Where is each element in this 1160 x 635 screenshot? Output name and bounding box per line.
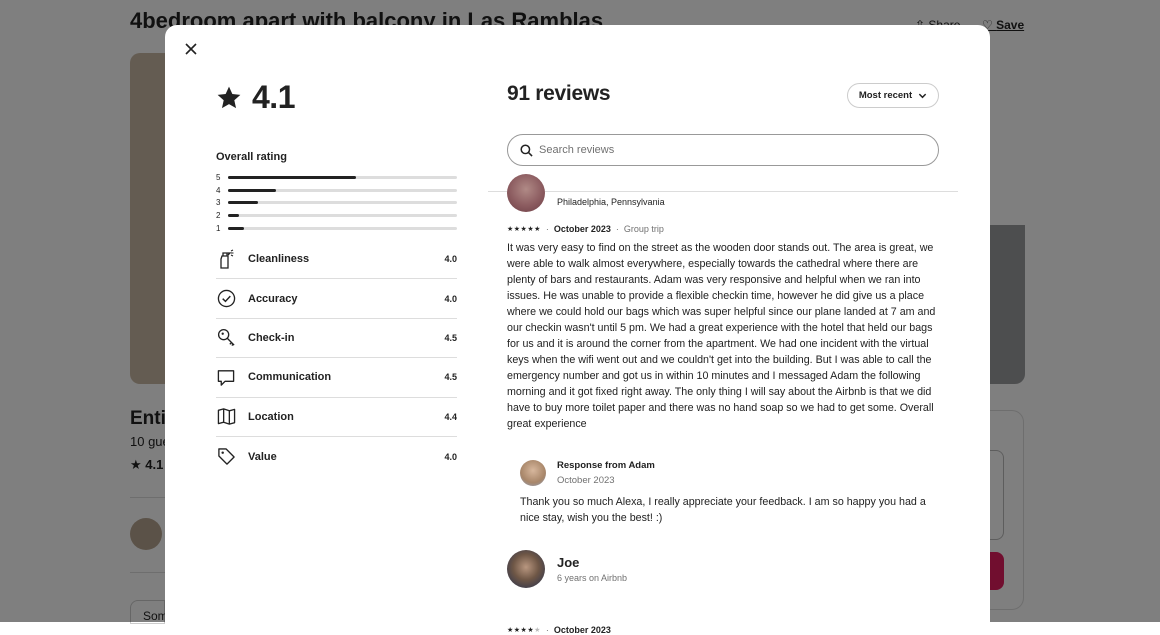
category-score: 4.5 (444, 332, 457, 343)
spray-bottle-icon (216, 249, 236, 269)
category-name: Accuracy (248, 292, 298, 305)
distribution-bar (228, 227, 457, 230)
reviewer-avatar[interactable] (507, 174, 545, 212)
review-meta (507, 224, 664, 234)
distribution-star-label: 3 (216, 198, 221, 208)
reviewer-avatar[interactable] (507, 550, 545, 588)
close-button[interactable] (181, 41, 201, 61)
check-circle-icon (216, 289, 236, 309)
category-row-location (216, 398, 457, 437)
search-reviews[interactable] (507, 134, 939, 166)
category-score: 4.4 (444, 411, 457, 422)
key-icon (216, 328, 236, 348)
category-row-accuracy (216, 279, 457, 318)
category-name: Value (248, 450, 277, 463)
category-row-value (216, 437, 457, 476)
distribution-row (216, 171, 457, 184)
separator: · (545, 625, 549, 635)
distribution-row (216, 222, 457, 235)
response-date: October 2023 (557, 475, 615, 486)
distribution-bar-fill (228, 189, 276, 192)
distribution-bar-fill (228, 227, 244, 230)
review-date: October 2023 (553, 224, 611, 234)
distribution-star-label: 5 (216, 172, 221, 182)
category-row-check-in (216, 319, 457, 358)
category-name: Communication (248, 371, 332, 384)
category-score: 4.0 (444, 451, 457, 462)
distribution-row (216, 209, 457, 222)
category-score: 4.0 (444, 293, 457, 304)
star-rating (507, 225, 541, 233)
sort-label: Most recent (858, 90, 913, 101)
category-name: Cleanliness (248, 253, 310, 266)
star-empty-icon: ★ (534, 627, 541, 634)
star-icon (216, 85, 242, 111)
distribution-row (216, 196, 457, 209)
category-score: 4.0 (444, 254, 457, 265)
distribution-star-label: 2 (216, 210, 221, 220)
overall-score (216, 79, 295, 116)
map-icon (216, 407, 236, 427)
distribution-bar (228, 201, 457, 204)
response-text: Thank you so much Alexa, I really appreciate your feedback. I am so happy you had a nice stay, wish you the best! :) (520, 496, 926, 524)
distribution-row (216, 184, 457, 197)
tag-icon (216, 447, 236, 467)
reviewer-tenure: 6 years on Airbnb (557, 573, 628, 583)
category-ratings (216, 240, 457, 476)
reviewer-location: Philadelphia, Pennsylvania (557, 197, 665, 207)
star-icon: ★★★★ (507, 627, 535, 634)
reviewer-name[interactable]: Joe (557, 555, 580, 570)
chat-bubble-icon (216, 367, 236, 387)
reviews-count: 91 reviews (507, 82, 611, 105)
category-name: Check-in (248, 331, 295, 344)
distribution-bar (228, 189, 457, 192)
category-row-communication (216, 358, 457, 397)
rating-distribution (216, 171, 457, 234)
search-input[interactable] (539, 144, 919, 156)
sort-dropdown[interactable] (847, 83, 939, 108)
trip-type: Group trip (623, 224, 664, 234)
category-score: 4.5 (444, 372, 457, 383)
review-list[interactable] (507, 192, 939, 635)
search-icon (520, 144, 533, 157)
overall-score-value: 4.1 (252, 79, 295, 115)
close-icon (185, 43, 197, 55)
response-author: Response from Adam (557, 460, 655, 471)
distribution-bar-fill (228, 214, 239, 217)
reviews-modal (165, 25, 990, 635)
review-text: It was very easy to find on the street as the wooden door stands out. The area is great, we were able to walk almost everywhere, especially towards the cathedral where there are plenty of bars and restaurants. Adam was very responsive and helpful when we ran into issues. He was unable to provide a flexible checkin time, however he did give us a place where we could hold our bags which was super helpful since our plane landed at 7 am and our checkin wasn't until 5 pm. We had a great experience with the hotel that held our bags for us and it is around the corner from the apartment. We had one incident with the virtual keys when the wifi went out and we couldn't get into the building. But I was able to call the emergency number and got us in within 10 minutes and I messaged Adam the following morning and it got fixed right away. The only thing I will say about the Airbnb is that we did have to buy more toilet paper and there was no hand soap so we had to get some. Overall great experience (507, 242, 936, 430)
review-meta (507, 625, 611, 635)
distribution-bar (228, 214, 457, 217)
distribution-star-label: 1 (216, 223, 221, 233)
review-date: October 2023 (553, 625, 611, 635)
host-avatar[interactable] (520, 460, 546, 486)
category-name: Location (248, 410, 294, 423)
distribution-bar-fill (228, 176, 356, 179)
overall-rating-label: Overall rating (216, 151, 287, 163)
distribution-bar-fill (228, 201, 258, 204)
star-icon: ★★★★★ (507, 226, 541, 233)
separator: · (545, 224, 549, 234)
category-row-cleanliness (216, 240, 457, 279)
distribution-bar (228, 176, 457, 179)
star-rating (507, 626, 541, 634)
distribution-star-label: 4 (216, 185, 221, 195)
separator: · (615, 224, 619, 234)
chevron-down-icon (918, 91, 927, 100)
